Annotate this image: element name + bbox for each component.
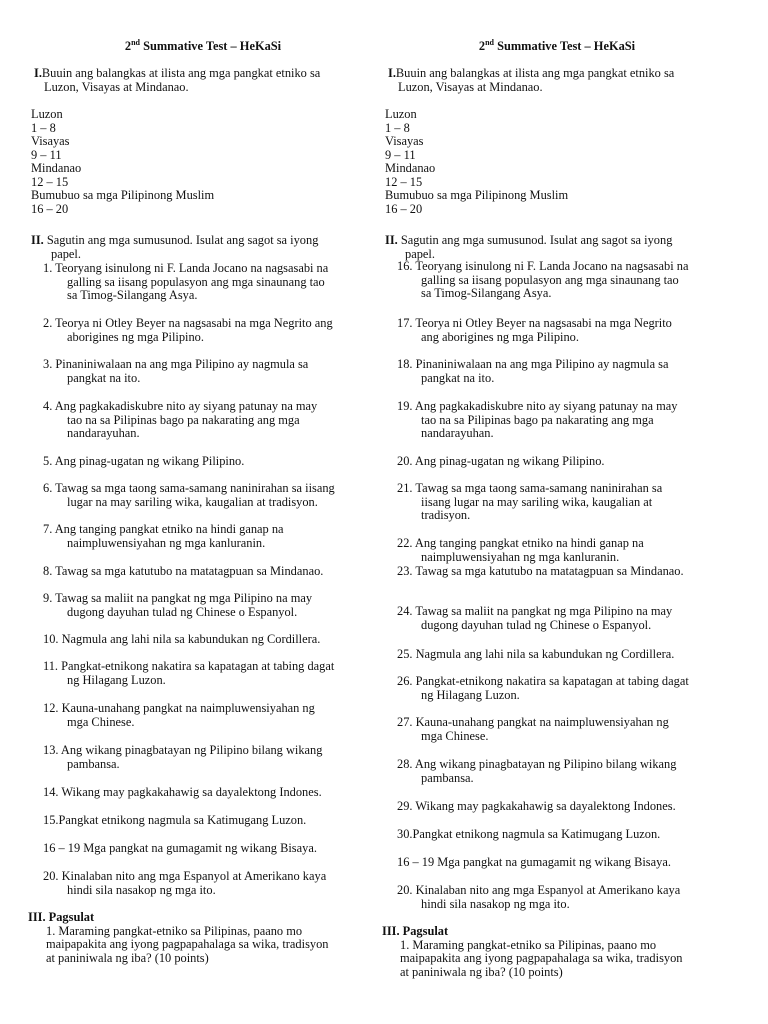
question-item [43, 842, 373, 856]
question-continuation: naimpluwensiyahan ng mga kanluranin. [421, 549, 620, 564]
question-text: 5. Ang pinag-ugatan ng wikang Pilipino. [43, 454, 245, 468]
question-continuation: sa Timog-Silangang Asya. [67, 288, 198, 302]
question-text: 14. Wikang may pagkakahawig sa dayalektong Indones. [43, 785, 322, 799]
outline-item: Bumubuo sa mga Pilipinong Muslim [385, 188, 569, 202]
part-one-line: Buuin ang balangkas at ilista ang mga pangkat etniko sa [395, 66, 675, 80]
essay-line: 1. Maraming pangkat-etniko sa Pilipinas, paano mo [400, 937, 657, 952]
question-continuation: hindi sila nasakop ng mga ito. [67, 882, 216, 897]
part-one-instructions [388, 67, 718, 94]
part-three-writing [382, 925, 727, 979]
part-three-heading: III. Pagsulat [382, 924, 449, 938]
question-item [397, 675, 727, 702]
outline-item: 1 – 8 [385, 120, 410, 135]
test-title [28, 40, 378, 54]
part-two-instructions [31, 234, 371, 261]
question-item [43, 262, 373, 303]
title-number: 2 [478, 39, 486, 53]
question-text: 9. Tawag sa maliit na pangkat ng mga Pilipino na may [43, 591, 313, 605]
question-item [43, 633, 373, 647]
question-item [397, 358, 727, 385]
question-text: 18. Pinaniniwalaan na ang mga Pilipino ay nagmula sa [397, 357, 669, 371]
question-item [43, 455, 373, 469]
outline-item: 16 – 20 [31, 201, 69, 216]
question-continuation: lugar na may sariling wika, kaugalian at tradisyon. [67, 494, 318, 509]
outline-item: Visayas [385, 134, 424, 148]
outline-item: 9 – 11 [31, 147, 62, 162]
question-continuation: tao na sa Pilipinas bago pa nakarating ang mga [421, 412, 654, 427]
part-three-heading: III. Pagsulat [28, 910, 95, 924]
question-text: 20. Ang pinag-ugatan ng wikang Pilipino. [397, 454, 605, 468]
essay-line: maipapakita ang iyong pagpapahalaga sa wika, tradisyon [46, 937, 329, 951]
question-text: 29. Wikang may pagkakahawig sa dayalektong Indones. [397, 799, 676, 813]
question-item [397, 828, 727, 842]
question-text: 28. Ang wikang pinagbatayan ng Pilipino bilang wikang [397, 757, 677, 771]
outline-item: Luzon [31, 107, 63, 121]
question-item [43, 317, 373, 344]
question-text: 8. Tawag sa mga katutubo na matatagpuan sa Mindanao. [43, 564, 324, 578]
ethnic-group-outline [31, 108, 214, 216]
part-one-line: Buuin ang balangkas at ilista ang mga pangkat etniko sa [41, 66, 321, 80]
essay-question [28, 925, 373, 966]
test-column-left [28, 0, 378, 1024]
question-item [43, 592, 373, 619]
part-one-numeral: I. [388, 66, 396, 80]
question-item [397, 565, 727, 579]
question-text: 15.Pangkat etnikong nagmula sa Katimugang Luzon. [43, 813, 307, 827]
essay-line: at paniniwala ng iba? (10 points) [46, 950, 209, 965]
question-item [397, 537, 727, 564]
question-item [397, 716, 727, 743]
question-continuation: galling sa iisang populasyon ang mga sinaunang tao [67, 274, 325, 289]
essay-line: 1. Maraming pangkat-etniko sa Pilipinas, paano mo [46, 923, 303, 938]
test-column-right [382, 0, 732, 1024]
part-two-line: Sagutin ang mga sumusunod. Isulat ang sagot sa iyong [397, 233, 673, 247]
question-continuation: pambansa. [67, 756, 120, 771]
part-two-instructions [385, 234, 725, 261]
part-two-line: papel. [405, 246, 435, 261]
question-text: 20. Kinalaban nito ang mga Espanyol at Amerikano kaya [43, 869, 327, 883]
outline-item: Mindanao [385, 161, 436, 175]
question-text: 1. Teoryang isinulong ni F. Landa Jocano na nagsasabi na [43, 261, 329, 275]
question-item [397, 605, 727, 632]
question-text: 19. Ang pagkakadiskubre nito ay siyang patunay na may [397, 399, 678, 413]
question-continuation: ang aborigines ng mga Pilipino. [421, 329, 579, 344]
question-continuation: pangkat na ito. [421, 370, 495, 385]
question-continuation: mga Chinese. [421, 728, 489, 743]
question-continuation: nandarayuhan. [67, 426, 140, 440]
title-ordinal-suffix: nd [485, 38, 494, 47]
outline-item: 12 – 15 [31, 174, 69, 189]
question-text: 13. Ang wikang pinagbatayan ng Pilipino bilang wikang [43, 743, 323, 757]
question-item [43, 400, 373, 441]
question-text: 24. Tawag sa maliit na pangkat ng mga Pilipino na may [397, 604, 673, 618]
question-item [397, 884, 727, 911]
question-item [43, 702, 373, 729]
question-continuation: ng Hilagang Luzon. [67, 672, 166, 687]
outline-item: 9 – 11 [385, 147, 416, 162]
question-text: 10. Nagmula ang lahi nila sa kabundukan ng Cordillera. [43, 632, 321, 646]
question-item [397, 317, 727, 344]
question-text: 6. Tawag sa mga taong sama-samang naninirahan sa iisang [43, 481, 335, 495]
question-continuation: dugong dayuhan tulad ng Chinese o Espanyol. [67, 604, 298, 619]
part-two-line: papel. [51, 246, 81, 261]
question-continuation: tao na sa Pilipinas bago pa nakarating ang mga [67, 412, 300, 427]
essay-line: maipapakita ang iyong pagpapahalaga sa wika, tradisyon [400, 951, 683, 965]
question-item [43, 814, 373, 828]
outline-item: Luzon [385, 107, 417, 121]
question-text: 12. Kauna-unahang pangkat na naimpluwensiyahan ng [43, 701, 315, 715]
question-item [397, 260, 727, 301]
question-text: 27. Kauna-unahang pangkat na naimpluwensiyahan ng [397, 715, 669, 729]
part-one-numeral: I. [34, 66, 42, 80]
question-item [397, 648, 727, 662]
question-text: 25. Nagmula ang lahi nila sa kabundukan ng Cordillera. [397, 647, 675, 661]
question-item [43, 482, 373, 509]
part-two-numeral: II. [385, 233, 398, 247]
ethnic-group-outline [385, 108, 568, 216]
question-item [43, 870, 373, 897]
question-item [43, 786, 373, 800]
title-number: 2 [124, 39, 132, 53]
question-item [43, 358, 373, 385]
question-continuation: ng Hilagang Luzon. [421, 687, 520, 702]
title-text: Summative Test – HeKaSi [493, 39, 636, 53]
essay-line: at paniniwala ng iba? (10 points) [400, 964, 563, 979]
question-text: 20. Kinalaban nito ang mga Espanyol at Amerikano kaya [397, 883, 681, 897]
question-item [397, 455, 727, 469]
question-text: 17. Teorya ni Otley Beyer na nagsasabi na mga Negrito [397, 316, 672, 330]
question-text: 2. Teorya ni Otley Beyer na nagsasabi na mga Negrito ang [43, 316, 333, 330]
part-one-line: Luzon, Visayas at Mindanao. [44, 79, 189, 94]
question-item [397, 758, 727, 785]
test-title [382, 40, 732, 54]
question-continuation: iisang lugar na may sariling wika, kaugalian at [421, 494, 653, 509]
question-item [43, 744, 373, 771]
question-text: 23. Tawag sa mga katutubo na matatagpuan sa Mindanao. [397, 564, 684, 578]
title-text: Summative Test – HeKaSi [139, 39, 282, 53]
question-text: 16 – 19 Mga pangkat na gumagamit ng wikang Bisaya. [43, 841, 317, 855]
outline-item: Bumubuo sa mga Pilipinong Muslim [31, 188, 215, 202]
outline-item: Visayas [31, 134, 70, 148]
question-item [43, 523, 373, 550]
question-continuation: mga Chinese. [67, 714, 135, 729]
question-continuation: nandarayuhan. [421, 426, 494, 440]
outline-item: Mindanao [31, 161, 82, 175]
question-text: 16. Teoryang isinulong ni F. Landa Jocano na nagsasabi na [397, 259, 689, 273]
question-text: 11. Pangkat-etnikong nakatira sa kapatagan at tabing dagat [43, 659, 335, 673]
question-text: 30.Pangkat etnikong nagmula sa Katimugang Luzon. [397, 827, 661, 841]
part-two-line: Sagutin ang mga sumusunod. Isulat ang sagot sa iyong [43, 233, 319, 247]
question-continuation: aborigines ng mga Pilipino. [67, 329, 204, 344]
question-continuation: hindi sila nasakop ng mga ito. [421, 896, 570, 911]
question-item [43, 565, 373, 579]
question-text: 7. Ang tanging pangkat etniko na hindi ganap na [43, 522, 284, 536]
question-text: 4. Ang pagkakadiskubre nito ay siyang patunay na may [43, 399, 318, 413]
question-continuation: tradisyon. [421, 508, 471, 522]
essay-question [382, 939, 727, 980]
question-text: 26. Pangkat-etnikong nakatira sa kapatagan at tabing dagat [397, 674, 689, 688]
question-continuation: naimpluwensiyahan ng mga kanluranin. [67, 535, 266, 550]
question-continuation: dugong dayuhan tulad ng Chinese o Espanyol. [421, 617, 652, 632]
part-two-numeral: II. [31, 233, 44, 247]
part-three-writing [28, 911, 373, 965]
question-item [397, 856, 727, 870]
question-text: 21. Tawag sa mga taong sama-samang naninirahan sa [397, 481, 663, 495]
title-ordinal-suffix: nd [131, 38, 140, 47]
part-one-instructions [34, 67, 364, 94]
question-text: 22. Ang tanging pangkat etniko na hindi ganap na [397, 536, 644, 550]
outline-item: 12 – 15 [385, 174, 423, 189]
question-continuation: pambansa. [421, 770, 474, 785]
outline-item: 16 – 20 [385, 201, 423, 216]
question-item [397, 400, 727, 441]
question-continuation: pangkat na ito. [67, 370, 141, 385]
question-item [397, 482, 727, 523]
question-continuation: galling sa iisang populasyon ang mga sinaunang tao [421, 272, 679, 287]
outline-item: 1 – 8 [31, 120, 56, 135]
question-continuation: sa Timog-Silangang Asya. [421, 286, 552, 300]
question-item [43, 660, 373, 687]
question-text: 3. Pinaniniwalaan na ang mga Pilipino ay nagmula sa [43, 357, 309, 371]
question-item [397, 800, 727, 814]
part-one-line: Luzon, Visayas at Mindanao. [398, 79, 543, 94]
question-text: 16 – 19 Mga pangkat na gumagamit ng wikang Bisaya. [397, 855, 671, 869]
